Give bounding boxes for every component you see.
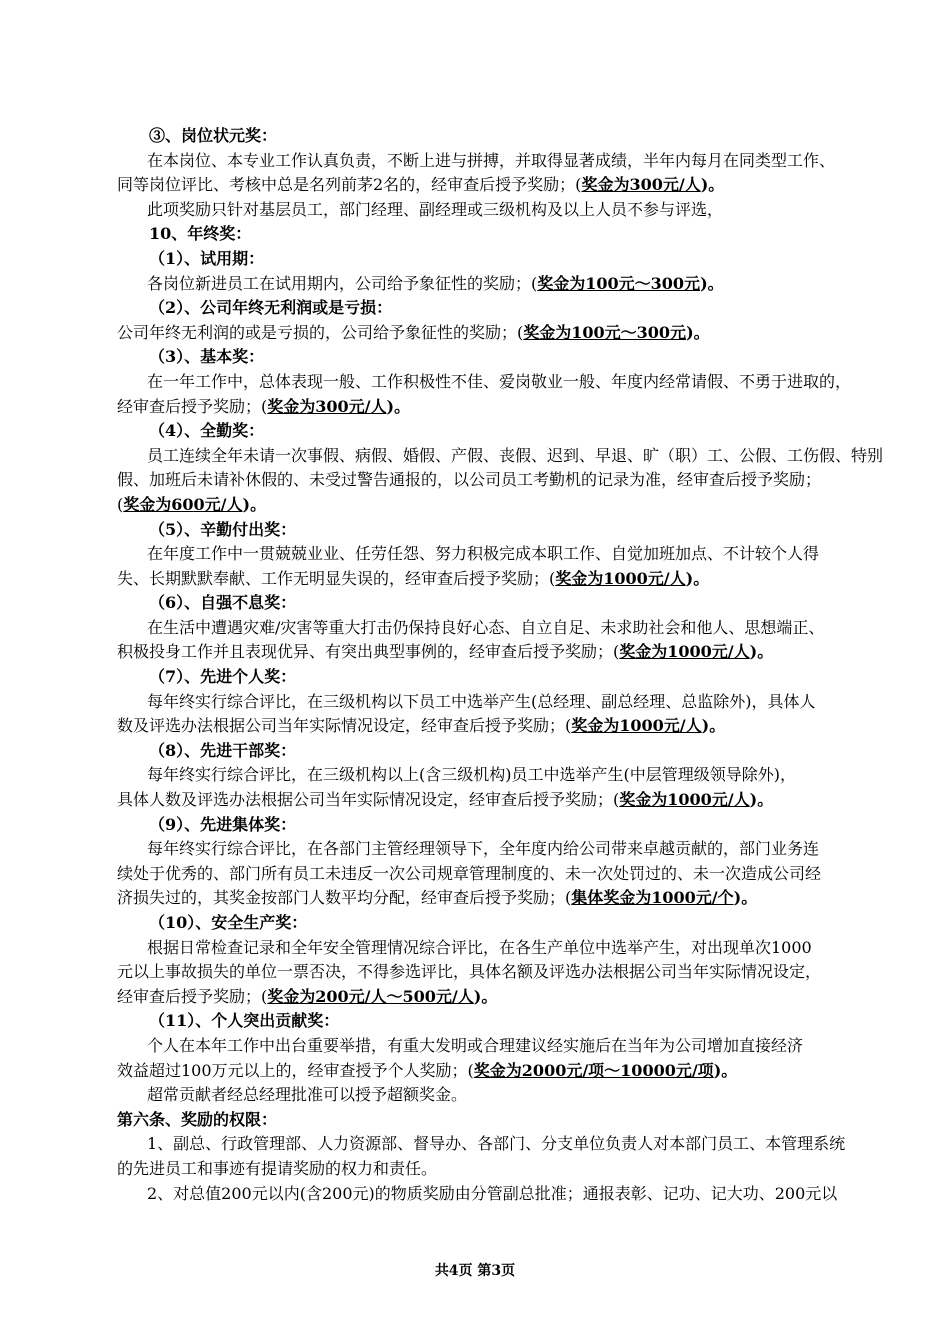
award-amount: 奖金为1000元/人 [619, 642, 750, 662]
section-heading [117, 247, 837, 272]
line-text: 根据日常检查记录和全年安全管理情况综合评比，在各生产单位中选举产生，对出现单次1000 [147, 937, 812, 957]
line-text: （5）、辛勤付出奖： [149, 519, 297, 539]
paragraph-line [117, 493, 837, 518]
line-text: 在年度工作中一贯兢兢业业、任劳任怨、努力积极完成本职工作、自觉加班加点、不计较个人得 [147, 544, 820, 564]
line-text-after: )。 [700, 273, 724, 293]
section-heading [117, 419, 837, 444]
paragraph-line [117, 272, 837, 297]
line-text: （3）、基本奖： [149, 347, 265, 367]
line-text: 公司年终无利润的或是亏损的，公司给予象征性的奖励；( [117, 322, 524, 342]
line-text: 2、对总值200元以内(含200元)的物质奖励由分管副总批准；通报表彰、记功、记大功、200元以 [147, 1183, 838, 1203]
paragraph-line [117, 936, 837, 961]
line-text-after: )。 [685, 568, 710, 588]
paragraph-line [117, 444, 884, 469]
paragraph-line [117, 763, 837, 788]
award-amount: 奖金为100元～300元 [537, 273, 701, 293]
line-text-after: )。 [700, 175, 725, 195]
line-text-after: )。 [733, 888, 758, 908]
paragraph-line [117, 198, 837, 223]
section-heading [117, 518, 837, 543]
section-heading [117, 345, 837, 370]
paragraph-line [117, 395, 837, 420]
paragraph-line [117, 1083, 837, 1108]
award-amount: 奖金为600元/人 [123, 494, 243, 514]
award-amount: 奖金为1000元/人 [571, 716, 702, 736]
award-amount: 集体奖金为1000元/个 [571, 888, 734, 908]
line-text-after: )。 [686, 322, 710, 342]
paragraph-line [117, 1157, 837, 1182]
line-text: （4）、全勤奖： [149, 421, 265, 441]
paragraph-line [117, 1132, 846, 1157]
line-text: （7）、先进个人奖： [149, 667, 297, 687]
line-text: 元以上事故损失的单位一票否决，不得参选评比，具体名额及评选办法根据公司当年实际情况设定， [117, 962, 822, 982]
line-text: （11）、个人突出贡献奖： [149, 1011, 340, 1031]
line-text: 1、副总、行政管理部、人力资源部、督导办、各部门、分支单位负责人对本部门员工、本管理系统 [147, 1134, 846, 1154]
line-text: 济损失过的，其奖金按部门人数平均分配，经审查后授予奖励；( [117, 888, 572, 908]
line-text: （8）、先进干部奖： [149, 740, 297, 760]
paragraph-line [117, 960, 837, 985]
section-heading [117, 296, 837, 321]
paragraph-line [117, 1034, 837, 1059]
section-heading [117, 1009, 837, 1034]
section-heading [117, 665, 837, 690]
award-amount: 奖金为300元/人 [581, 175, 701, 195]
line-text: 效益超过100万元以上的，经审查授予个人奖励；( [117, 1060, 474, 1080]
paragraph-line [117, 542, 837, 567]
line-text-after: )。 [749, 790, 774, 810]
line-text-after: )。 [713, 1060, 738, 1080]
paragraph-line [117, 567, 837, 592]
paragraph-line [117, 862, 837, 887]
award-amount: 奖金为1000元/人 [555, 568, 686, 588]
line-text: 第六条、奖励的权限： [117, 1109, 278, 1129]
line-text-after: )。 [473, 986, 498, 1006]
award-amount: 奖金为100元～300元 [523, 322, 687, 342]
page-footer: 共4页 第3页 [434, 1263, 516, 1279]
line-text: ( [117, 494, 124, 514]
line-text: 假、加班后未请补休假的、未受过警告通报的，以公司员工考勤机的记录为准，经审查后授予奖励； [117, 470, 822, 490]
line-text: 经审查后授予奖励；( [117, 986, 268, 1006]
line-text: 经审查后授予奖励；( [117, 396, 268, 416]
line-text: 个人在本年工作中出台重要举措，有重大发明或合理建议经实施后在当年为公司增加直接经济 [147, 1035, 804, 1055]
line-text: 数及评选办法根据公司当年实际情况设定，经审查后授予奖励；( [117, 716, 572, 736]
line-text: 各岗位新进员工在试用期内，公司给予象征性的奖励；( [147, 273, 538, 293]
line-text: 在一年工作中，总体表现一般、工作积极性不佳、爱岗敬业一般、年度内经常请假、不勇于进取的， [147, 371, 852, 391]
line-text: 同等岗位评比、考核中总是名列前茅2名的，经审查后授予奖励；( [117, 175, 582, 195]
line-text: 此项奖励只针对基层员工，部门经理、副经理或三级机构及以上人员不参与评选， [147, 199, 724, 219]
paragraph-line [117, 714, 837, 739]
paragraph-line [117, 837, 837, 862]
award-amount: 奖金为200元/人～500元/人 [267, 986, 474, 1006]
line-text: （1）、试用期： [149, 248, 265, 268]
paragraph-line [117, 985, 837, 1010]
section-heading [117, 739, 837, 764]
article-heading [117, 1108, 837, 1133]
line-text: （6）、自强不息奖： [149, 593, 297, 613]
paragraph-line [117, 1182, 837, 1207]
line-text: （10）、安全生产奖： [149, 913, 308, 932]
line-text: （2）、公司年终无利润或是亏损： [149, 298, 393, 318]
paragraph-line [117, 640, 837, 665]
paragraph-line [117, 886, 837, 911]
document-body [117, 124, 884, 1206]
line-text: 在生活中遭遇灾难/灾害等重大打击仍保持良好心态、自立自足、未求助社会和他人、思想端正、 [147, 617, 825, 637]
section-heading [117, 911, 837, 936]
line-text: 失、长期默默奉献、工作无明显失误的，经审查后授予奖励；( [117, 568, 556, 588]
line-text: 在本岗位、本专业工作认真负责，不断上进与拼搏，并取得显著成绩，半年内每月在同类型工作、 [147, 150, 836, 170]
line-text: （9）、先进集体奖： [149, 814, 297, 834]
line-text: 的先进员工和事迹有提请奖励的权力和责任。 [117, 1158, 438, 1178]
line-text: 续处于优秀的、部门所有员工未违反一次公司规章管理制度的、未一次处罚过的、未一次造成公司经 [117, 863, 822, 883]
paragraph-line [117, 690, 837, 715]
line-text: 每年终实行综合评比，在各部门主管经理领导下，全年度内给公司带来卓越贡献的，部门业务连 [147, 839, 820, 859]
section-heading [117, 222, 837, 247]
paragraph-line [117, 173, 837, 198]
line-text-after: )。 [386, 396, 411, 416]
award-amount: 奖金为1000元/人 [619, 790, 750, 810]
paragraph-line [117, 468, 837, 493]
line-text: 超常贡献者经总经理批准可以授予超额奖金。 [147, 1085, 468, 1105]
section-heading [117, 124, 837, 149]
paragraph-line [117, 788, 837, 813]
line-text: ③、岗位状元奖： [149, 126, 278, 145]
section-heading [117, 813, 837, 838]
line-text: 每年终实行综合评比，在三级机构以上(含三级机构)员工中选举产生(中层管理级领导除外)， [147, 765, 796, 785]
line-text: 积极投身工作并且表现优异、有突出典型事例的，经审查后授予奖励；( [117, 642, 620, 662]
line-text: 10、年终奖： [149, 224, 252, 244]
paragraph-line [117, 321, 837, 346]
paragraph-line [117, 616, 837, 641]
line-text-after: )。 [749, 642, 774, 662]
paragraph-line [117, 149, 837, 174]
paragraph-line [117, 1059, 837, 1084]
award-amount: 奖金为300元/人 [267, 396, 387, 416]
line-text: 每年终实行综合评比，在三级机构以下员工中选举产生(总经理、副总经理、总监除外)，具体人 [147, 691, 816, 711]
section-heading [117, 591, 837, 616]
award-amount: 奖金为2000元/项～10000元/项 [473, 1060, 714, 1080]
line-text: 员工连续全年未请一次事假、病假、婚假、产假、丧假、迟到、早退、旷（职）工、公假、工伤假、特别 [147, 445, 884, 465]
line-text-after: )。 [701, 716, 726, 736]
line-text-after: )。 [242, 494, 267, 514]
line-text: 具体人数及评选办法根据公司当年实际情况设定，经审查后授予奖励；( [117, 790, 620, 810]
paragraph-line [117, 370, 852, 395]
